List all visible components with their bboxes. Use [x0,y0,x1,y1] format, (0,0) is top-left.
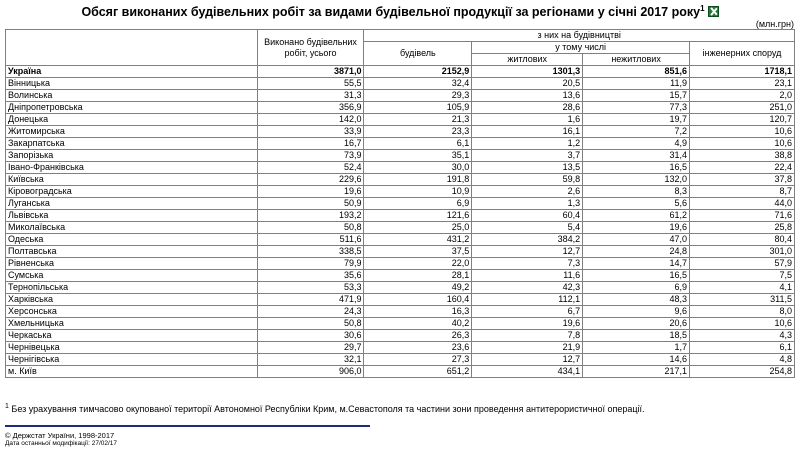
buildings-cell: 29,3 [364,90,472,102]
total-cell: 24,3 [257,306,364,318]
residential-cell: 60,4 [472,210,583,222]
footnote-text: Без урахування тимчасово окупованої території Автономної Республіки Крим, м.Севастополя та частини зони проведення антитерористичної операції. [11,404,645,414]
non-residential-cell: 217,1 [583,366,690,378]
engineering-cell: 10,6 [690,318,795,330]
footnote-mark: 1 [5,403,9,410]
non-residential-cell: 19,7 [583,114,690,126]
non-residential-cell: 77,3 [583,102,690,114]
non-residential-cell: 47,0 [583,234,690,246]
region-cell: Дніпропетровська [6,102,258,114]
non-residential-cell: 4,9 [583,138,690,150]
engineering-cell: 251,0 [690,102,795,114]
buildings-cell: 6,1 [364,138,472,150]
region-cell: Чернівецька [6,342,258,354]
region-cell: м. Київ [6,366,258,378]
residential-cell: 28,6 [472,102,583,114]
residential-cell: 42,3 [472,282,583,294]
engineering-header: інженерних споруд [690,42,795,66]
residential-cell: 11,6 [472,270,583,282]
table-row [6,174,795,186]
table-row [6,318,795,330]
table-row [6,198,795,210]
non-residential-cell: 20,6 [583,318,690,330]
total-cell: 906,0 [257,366,364,378]
region-cell: Житомирська [6,126,258,138]
region-cell: Луганська [6,198,258,210]
residential-cell: 20,5 [472,78,583,90]
region-cell: Миколаївська [6,222,258,234]
non-residential-cell: 24,8 [583,246,690,258]
table-row [6,222,795,234]
engineering-cell: 8,7 [690,186,795,198]
total-cell: 19,6 [257,186,364,198]
total-cell: 471,9 [257,294,364,306]
non-residential-cell: 11,9 [583,78,690,90]
residential-cell: 2,6 [472,186,583,198]
non-residential-cell: 61,2 [583,210,690,222]
region-cell: Полтавська [6,246,258,258]
total-cell: 55,5 [257,78,364,90]
region-cell: Закарпатська [6,138,258,150]
total-cell: 31,3 [257,90,364,102]
engineering-cell: 311,5 [690,294,795,306]
footer-separator [5,425,370,427]
table-row [6,78,795,90]
engineering-cell: 4,3 [690,330,795,342]
residential-cell: 112,1 [472,294,583,306]
non-residential-cell: 14,6 [583,354,690,366]
table-row [6,342,795,354]
table-row [6,234,795,246]
region-cell: Запорізька [6,150,258,162]
buildings-cell: 191,8 [364,174,472,186]
engineering-cell: 38,8 [690,150,795,162]
non-residential-cell: 7,2 [583,126,690,138]
residential-cell: 16,1 [472,126,583,138]
total-cell: 53,3 [257,282,364,294]
table-row [6,366,795,378]
non-residential-cell: 15,7 [583,90,690,102]
buildings-cell: 160,4 [364,294,472,306]
table-row [6,186,795,198]
total-cell: 511,6 [257,234,364,246]
engineering-cell: 1718,1 [690,66,795,78]
residential-cell: 1,2 [472,138,583,150]
units-label: (млн.грн) [755,19,794,29]
buildings-cell: 431,2 [364,234,472,246]
region-cell: Кіровоградська [6,186,258,198]
region-cell: Рівненська [6,258,258,270]
total-cell: 229,6 [257,174,364,186]
engineering-cell: 10,6 [690,126,795,138]
region-cell: Одеська [6,234,258,246]
engineering-cell: 71,6 [690,210,795,222]
buildings-cell: 105,9 [364,102,472,114]
region-cell: Чернігівська [6,354,258,366]
buildings-cell: 30,0 [364,162,472,174]
engineering-cell: 23,1 [690,78,795,90]
engineering-cell: 120,7 [690,114,795,126]
total-cell: 50,8 [257,318,364,330]
table-row [6,162,795,174]
table-row [6,330,795,342]
buildings-cell: 23,6 [364,342,472,354]
total-row [6,66,795,78]
title-footnote-mark: 1 [700,4,705,13]
buildings-cell: 27,3 [364,354,472,366]
engineering-cell: 57,9 [690,258,795,270]
total-cell: 50,8 [257,222,364,234]
non-residential-header: нежитлових [583,54,690,66]
table-row [6,258,795,270]
residential-cell: 7,8 [472,330,583,342]
engineering-cell: 25,8 [690,222,795,234]
residential-cell: 6,7 [472,306,583,318]
buildings-cell: 16,3 [364,306,472,318]
total-cell: 32,1 [257,354,364,366]
table-row [6,270,795,282]
buildings-cell: 21,3 [364,114,472,126]
residential-cell: 384,2 [472,234,583,246]
table-row [6,354,795,366]
region-cell: Харківська [6,294,258,306]
residential-cell: 1,3 [472,198,583,210]
engineering-cell: 44,0 [690,198,795,210]
non-residential-cell: 14,7 [583,258,690,270]
region-cell: Київська [6,174,258,186]
non-residential-cell: 5,6 [583,198,690,210]
region-cell: Україна [6,66,258,78]
buildings-cell: 32,4 [364,78,472,90]
table-row [6,246,795,258]
table-row [6,210,795,222]
non-residential-cell: 48,3 [583,294,690,306]
buildings-cell: 40,2 [364,318,472,330]
region-cell: Херсонська [6,306,258,318]
residential-cell: 12,7 [472,354,583,366]
total-header: Виконано будівельних робіт, усього [257,30,364,66]
residential-cell: 1,6 [472,114,583,126]
table-row [6,294,795,306]
excel-icon[interactable] [708,6,719,17]
non-residential-cell: 31,4 [583,150,690,162]
engineering-cell: 2,0 [690,90,795,102]
buildings-cell: 6,9 [364,198,472,210]
buildings-cell: 26,3 [364,330,472,342]
buildings-cell: 10,9 [364,186,472,198]
of-which-header: з них на будівництві [364,30,795,42]
non-residential-cell: 9,6 [583,306,690,318]
residential-cell: 19,6 [472,318,583,330]
residential-cell: 7,3 [472,258,583,270]
engineering-cell: 4,1 [690,282,795,294]
copyright: © Держстат України, 1998-2017 [5,431,115,440]
engineering-cell: 80,4 [690,234,795,246]
residential-cell: 434,1 [472,366,583,378]
table-row [6,114,795,126]
region-header [6,30,258,66]
construction-table [5,29,795,378]
footnote [5,403,645,414]
total-cell: 52,4 [257,162,364,174]
engineering-cell: 37,8 [690,174,795,186]
buildings-cell: 25,0 [364,222,472,234]
non-residential-cell: 16,5 [583,162,690,174]
buildings-cell: 22,0 [364,258,472,270]
region-cell: Черкаська [6,330,258,342]
total-cell: 35,6 [257,270,364,282]
last-modified: Дата останньої модифікації: 27/02/17 [5,440,118,447]
region-cell: Сумська [6,270,258,282]
residential-cell: 13,5 [472,162,583,174]
engineering-cell: 22,4 [690,162,795,174]
engineering-cell: 254,8 [690,366,795,378]
region-cell: Хмельницька [6,318,258,330]
engineering-cell: 8,0 [690,306,795,318]
non-residential-cell: 16,5 [583,270,690,282]
buildings-cell: 2152,9 [364,66,472,78]
residential-cell: 59,8 [472,174,583,186]
region-cell: Вінницька [6,78,258,90]
non-residential-cell: 19,6 [583,222,690,234]
engineering-cell: 7,5 [690,270,795,282]
total-cell: 16,7 [257,138,364,150]
region-cell: Волинська [6,90,258,102]
residential-header: житлових [472,54,583,66]
total-cell: 193,2 [257,210,364,222]
residential-cell: 5,4 [472,222,583,234]
buildings-cell: 49,2 [364,282,472,294]
total-cell: 30,6 [257,330,364,342]
buildings-cell: 28,1 [364,270,472,282]
region-cell: Івано-Франківська [6,162,258,174]
total-cell: 79,9 [257,258,364,270]
engineering-cell: 4,8 [690,354,795,366]
engineering-cell: 10,6 [690,138,795,150]
residential-cell: 13,6 [472,90,583,102]
non-residential-cell: 1,7 [583,342,690,354]
page-title [0,4,800,19]
residential-cell: 12,7 [472,246,583,258]
non-residential-cell: 18,5 [583,330,690,342]
total-cell: 142,0 [257,114,364,126]
table-row [6,306,795,318]
total-cell: 50,9 [257,198,364,210]
title-text: Обсяг виконаних будівельних робіт за видами будівельної продукції за регіонами у січні 2017 року [81,5,701,20]
buildings-cell: 23,3 [364,126,472,138]
table-row [6,102,795,114]
region-cell: Львівська [6,210,258,222]
region-cell: Тернопільська [6,282,258,294]
table-row [6,138,795,150]
table-row [6,282,795,294]
non-residential-cell: 132,0 [583,174,690,186]
residential-cell: 3,7 [472,150,583,162]
total-cell: 338,5 [257,246,364,258]
total-cell: 3871,0 [257,66,364,78]
total-cell: 33,9 [257,126,364,138]
including-header: у тому числі [472,42,690,54]
non-residential-cell: 6,9 [583,282,690,294]
total-cell: 73,9 [257,150,364,162]
buildings-header: будівель [364,42,472,66]
total-cell: 356,9 [257,102,364,114]
buildings-cell: 651,2 [364,366,472,378]
buildings-cell: 37,5 [364,246,472,258]
table-row [6,90,795,102]
table-row [6,126,795,138]
total-cell: 29,7 [257,342,364,354]
residential-cell: 1301,3 [472,66,583,78]
non-residential-cell: 851,6 [583,66,690,78]
buildings-cell: 35,1 [364,150,472,162]
engineering-cell: 6,1 [690,342,795,354]
residential-cell: 21,9 [472,342,583,354]
table-row [6,150,795,162]
region-cell: Донецька [6,114,258,126]
non-residential-cell: 8,3 [583,186,690,198]
buildings-cell: 121,6 [364,210,472,222]
engineering-cell: 301,0 [690,246,795,258]
